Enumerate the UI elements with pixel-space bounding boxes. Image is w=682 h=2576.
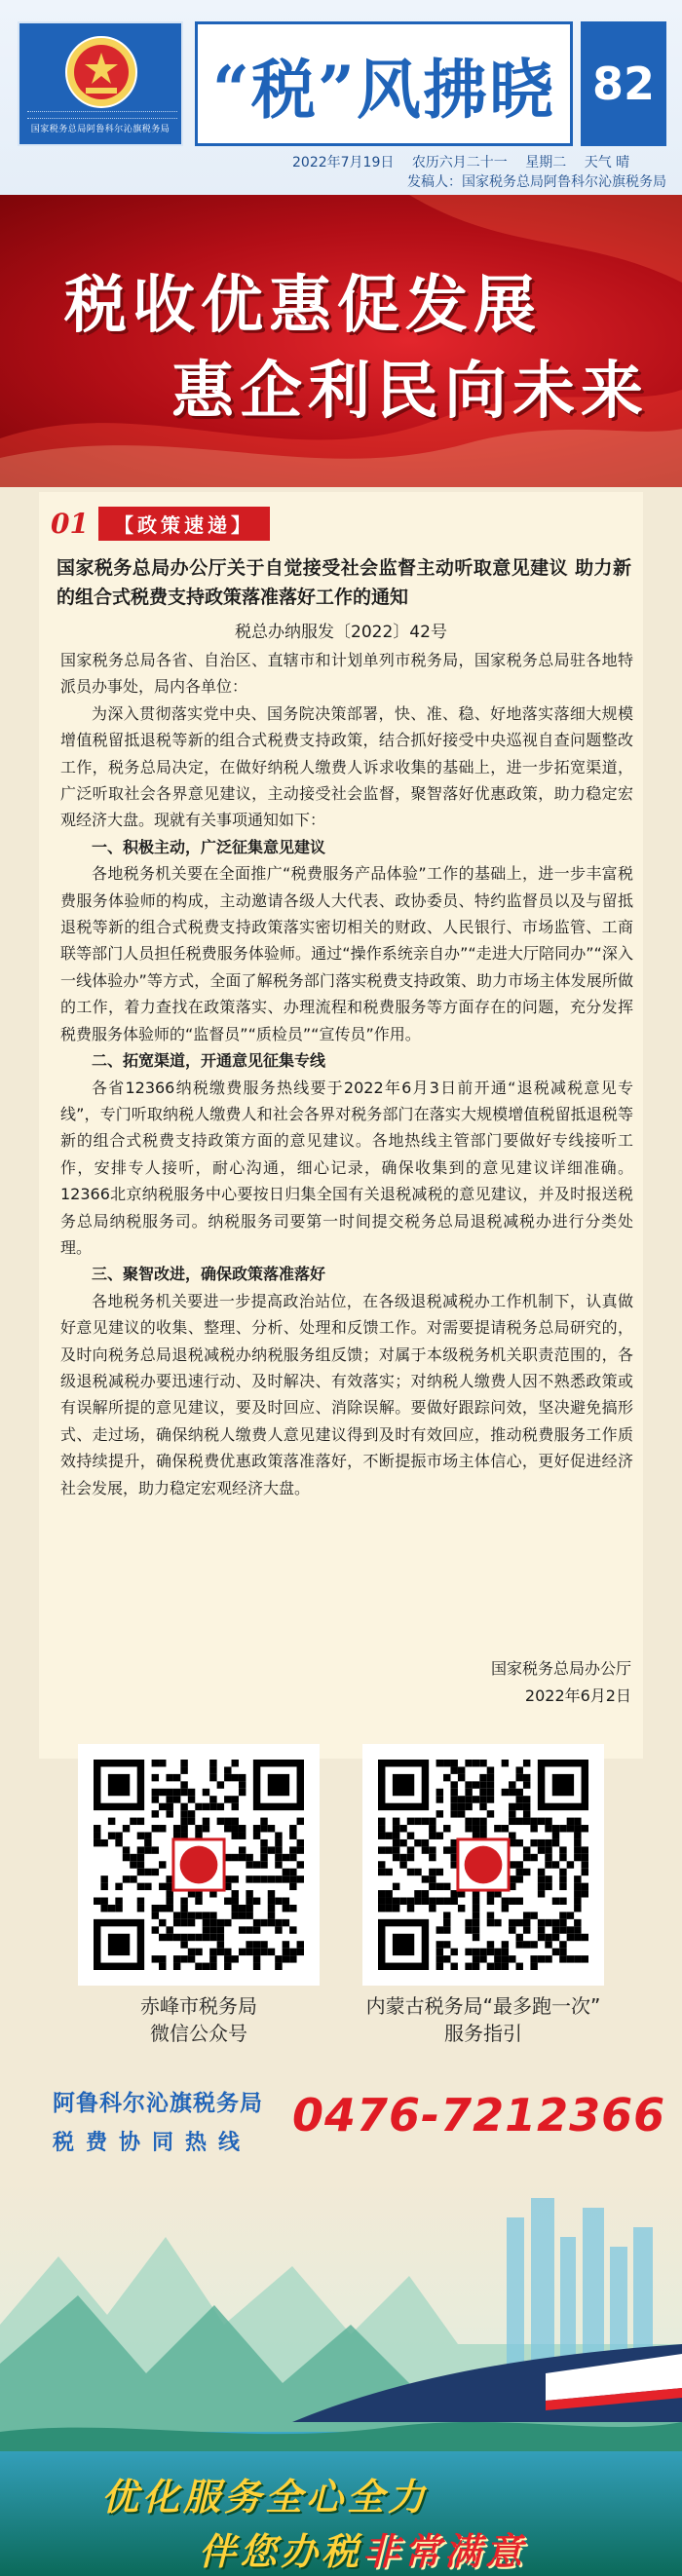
masthead bbox=[0, 0, 682, 195]
qr-code-chifeng-wechat[interactable] bbox=[78, 1744, 320, 1986]
addressee: 国家税务总局各省、自治区、直辖市和计划单列市税务局，国家税务总局驻各地特派员办事处，局内各单位： bbox=[60, 651, 633, 697]
banner-headline-1: 税收优惠促发展 bbox=[64, 270, 542, 342]
qr-right-caption-2: 服务指引 bbox=[444, 2022, 522, 2045]
issuer-line: 发稿人：国家税务总局阿鲁科尔沁旗税务局 bbox=[407, 174, 666, 190]
heading-1: 一、积极主动，广泛征集意见建议 bbox=[92, 837, 326, 856]
footer-slogan-2 bbox=[199, 2521, 526, 2575]
tax-emblem-icon bbox=[465, 1846, 503, 1884]
document-number: 税总办纳服发〔2022〕42号 bbox=[235, 623, 447, 642]
qr-left-caption-1: 赤峰市税务局 bbox=[140, 1994, 257, 2018]
hotline-number[interactable]: 0476-7212366 bbox=[292, 2089, 666, 2141]
mongolian-script-strip bbox=[27, 111, 177, 119]
heading-2: 二、拓宽渠道，开通意见征集专线 bbox=[92, 1051, 326, 1071]
paragraph-1: 各地税务机关要在全面推广“税费服务产品体验”工作的基础上，进一步丰富税费服务体验师的构成，主动邀请各级人大代表、政协委员、特约监督员以及与留抵退税等新的组合式税费支持政策落实密切相关的财政、人民银行、市场监管、工商联等部门人员担任税费服务体验师。通过“操作系统亲自办”“走进大厅陪同办”“深入一线体验办”等方式，全面了解税务部门落实税费支持政策、助力市场主体发展所做的工作，着力查找在政策落实、办理流程和税费服务等方面存在的问题，充分发挥税费服务体验师的“监督员”“质检员”“宣传员”作用。 bbox=[60, 864, 633, 1043]
weather: 天气 晴 bbox=[584, 155, 630, 170]
weekday: 星期二 bbox=[525, 155, 567, 170]
section-label: 【政策速递】 bbox=[98, 507, 270, 541]
tax-emblem-icon bbox=[62, 33, 140, 111]
headline-banner bbox=[0, 195, 682, 487]
heading-3: 三、聚智改进，确保政策落准落好 bbox=[92, 1265, 326, 1284]
paragraph-2: 各省12366纳税缴费服务热线要于2022年6月3日前开通“退税减税意见专线”，专门听取纳税人缴费人和社会各界对税务部门在落实大规模增值税留抵退税等新的组合式税费支持政策方面的意见建议。各地热线主管部门要做好专线接听工作，安排专人接听，耐心沟通，细心记录，确保收集到的意见建议详细准确。12366北京纳税服务中心要按日归集全国有关退税减税的意见建议，并及时报送税务总局纳税服务司。纳税服务司要第一时间提交税务总局退税减税办进行分类处理。 bbox=[60, 1078, 633, 1257]
tax-emblem-icon bbox=[180, 1846, 218, 1884]
paragraph-3: 各地税务机关要进一步提高政治站位，在各级退税减税办工作机制下，认真做好意见建议的收集、整理、分析、处理和反馈工作。对需要提请税务总局研究的，及时向税务总局退税减税办纳税服务组反馈；对属于本级税务机关职责范围的，各级退税减税办要迅速行动、及时解决、有效落实；对纳税人缴费人因不熟悉政策或有误解所提的意见建议，要及时回应、消除误解。要做好跟踪问效，坚决避免搞形式、走过场，确保纳税人缴费人意见建议得到及时有效回应，推动税费服务工作质效持续提升，确保税费优惠政策落准落好，不断提振市场主体信心，更好促进经济社会发展，助力稳定宏观经济大盘。 bbox=[60, 1291, 633, 1497]
emblem-box bbox=[18, 21, 183, 146]
qr-code-inner-mongolia-guide[interactable] bbox=[362, 1744, 604, 1986]
document-body bbox=[60, 647, 633, 1501]
section-tag bbox=[51, 507, 270, 540]
signature-org: 国家税务总局办公厅 bbox=[490, 1659, 631, 1678]
qr-code-image bbox=[378, 1760, 588, 1970]
issue-number: 82 bbox=[581, 21, 666, 146]
footer-slogan-2b: 非常满意 bbox=[362, 2530, 527, 2573]
newsletter-title: “税”风拂晓 bbox=[212, 51, 555, 128]
qr-right-caption-1: 内蒙古税务局“最多跑一次” bbox=[365, 1994, 601, 2018]
date-info-line bbox=[195, 152, 666, 171]
qr-left-caption-2: 微信公众号 bbox=[150, 2022, 247, 2045]
section-number: 01 bbox=[51, 507, 89, 540]
hotline-label: 税费协同热线 bbox=[53, 2131, 252, 2155]
hotline-org: 阿鲁科尔沁旗税务局 bbox=[53, 2091, 263, 2116]
signature-date: 2022年6月2日 bbox=[524, 1686, 631, 1705]
footer-slogan-2a: 伴您办税 bbox=[199, 2530, 363, 2573]
lunar-date: 农历六月二十一 bbox=[411, 155, 508, 170]
publish-date: 2022年7月19日 bbox=[292, 155, 395, 170]
newsletter-title-box bbox=[195, 21, 573, 146]
banner-headline-2: 惠企利民向未来 bbox=[171, 356, 649, 428]
footer-slogan-1: 优化服务全心全力 bbox=[101, 2476, 430, 2519]
emblem-caption: 国家税务总局阿鲁科尔沁旗税务局 bbox=[30, 125, 170, 134]
document-title: 国家税务总局办公厅关于自觉接受社会监督主动听取意见建议 助力新的组合式税费支持政策落准落好工作的通知 bbox=[57, 557, 631, 608]
intro-paragraph: 为深入贯彻落实党中央、国务院决策部署，快、准、稳、好地落实落细大规模增值税留抵退税等新的组合式税费支持政策，结合抓好接受中央巡视自查问题整改工作，税务总局决定，在做好纳税人缴费人诉求收集的基础上，进一步拓宽渠道，广泛听取社会各界意见建议，主动接受社会监督，聚智落好优惠政策，助力稳定宏观经济大盘。现就有关事项通知如下： bbox=[60, 703, 633, 830]
qr-code-image bbox=[94, 1760, 304, 1970]
